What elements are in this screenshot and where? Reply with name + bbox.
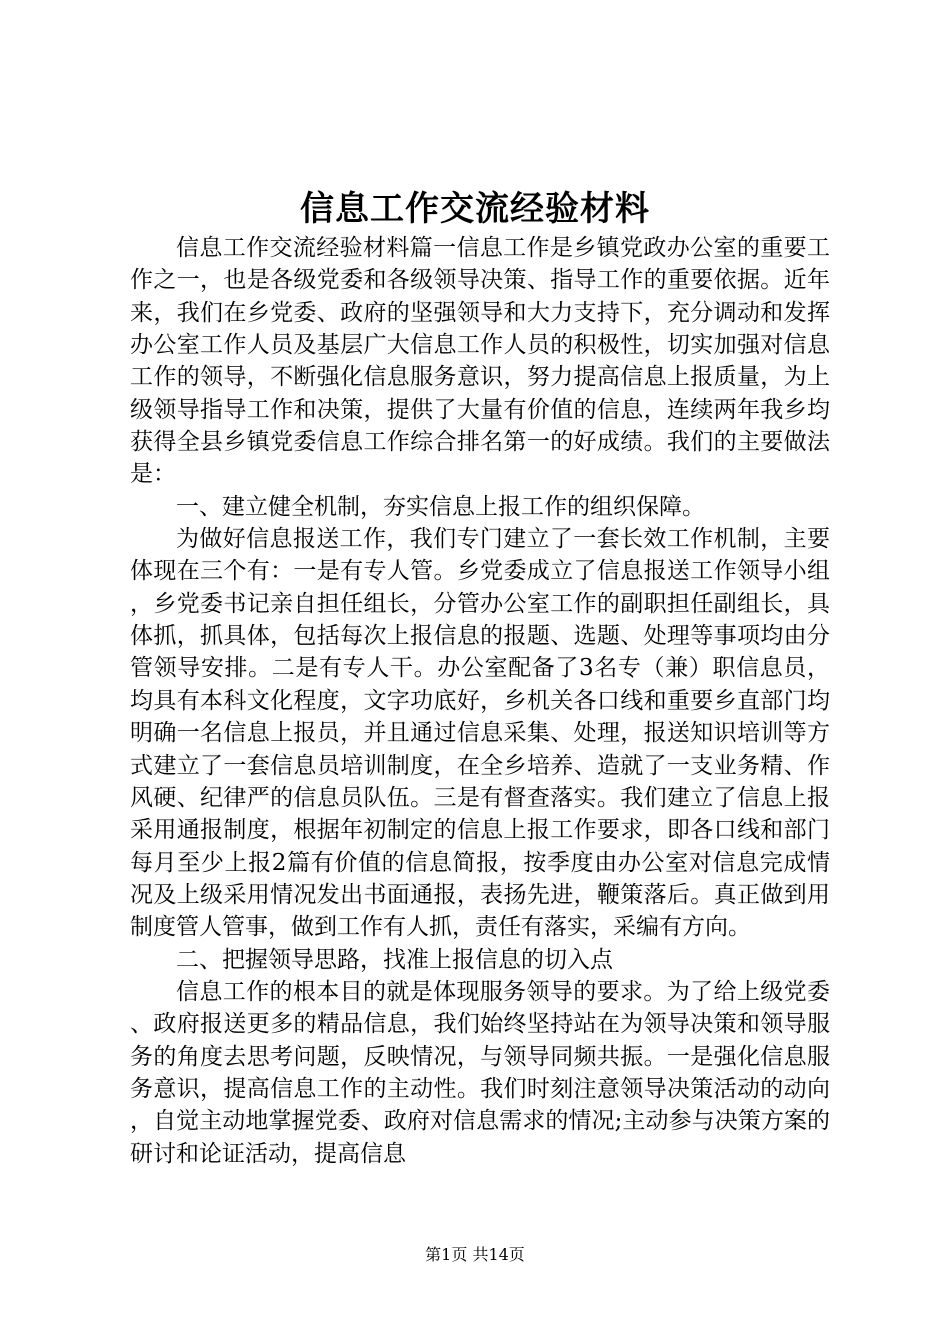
page-footer: 第1页 共14页 bbox=[425, 1245, 525, 1264]
paragraph-mechanism: 为做好信息报送工作，我们专门建立了一套长效工作机制，主要体现在三个有：一是有专人管。乡党委成立了信息报送工作领导小组，乡党委书记亲自担任组长，分管办公室工作的副职担任副组长，具体抓，抓具体，包括每次上报信息的报题、选题、处理等事项均由分管领导安排。二是有专人干。办公室配备了3名专（兼）职信息员，均具有本科文化程度，文字功底好，乡机关各口线和重要乡直部门均明确一名信息上报员，并且通过信息采集、处理，报送知识培训等方式建立了一套信息员培训制度，在全乡培养、造就了一支业务精、作风硬、纪律严的信息员队伍。三是有督查落实。我们建立了信息上报采用通报制度，根据年初制定的信息上报工作要求，即各口线和部门每月至少上报2篇有价值的信息简报，按季度由办公室对信息完成情况及上级采用情况发出书面通报，表扬先进，鞭策落后。真正做到用制度管人管事，做到工作有人抓，责任有落实，采编有方向。 bbox=[130, 526, 830, 941]
paragraph-leadership: 信息工作的根本目的就是体现服务领导的要求。为了给上级党委、政府报送更多的精品信息，我们始终坚持站在为领导决策和领导服务的角度去思考问题，反映情况，与领导同频共振。一是强化信息服务意识，提高信息工作的主动性。我们时刻注意领导决策活动的动向，自觉主动地掌握党委、政府对信息需求的情况;主动参与决策方案的研讨和论证活动，提高信息 bbox=[130, 978, 830, 1167]
document-title: 信息工作交流经验材料 bbox=[300, 189, 650, 229]
document-body bbox=[130, 232, 830, 1170]
section-heading-1: 一、建立健全机制，夯实信息上报工作的组织保障。 bbox=[176, 493, 705, 520]
paragraph-intro: 信息工作交流经验材料篇一信息工作是乡镇党政办公室的重要工作之一，也是各级党委和各级领导决策、指导工作的重要依据。近年来，我们在乡党委、政府的坚强领导和大力支持下，充分调动和发挥办公室工作人员及基层广大信息工作人员的积极性，切实加强对信息工作的领导，不断强化信息服务意识，努力提高信息上报质量，为上级领导指导工作和决策，提供了大量有价值的信息，连续两年我乡均获得全县乡镇党委信息工作综合排名第一的好成绩。我们的主要做法是： bbox=[130, 235, 830, 488]
section-heading-2: 二、把握领导思路，找准上报信息的切入点 bbox=[176, 946, 613, 973]
